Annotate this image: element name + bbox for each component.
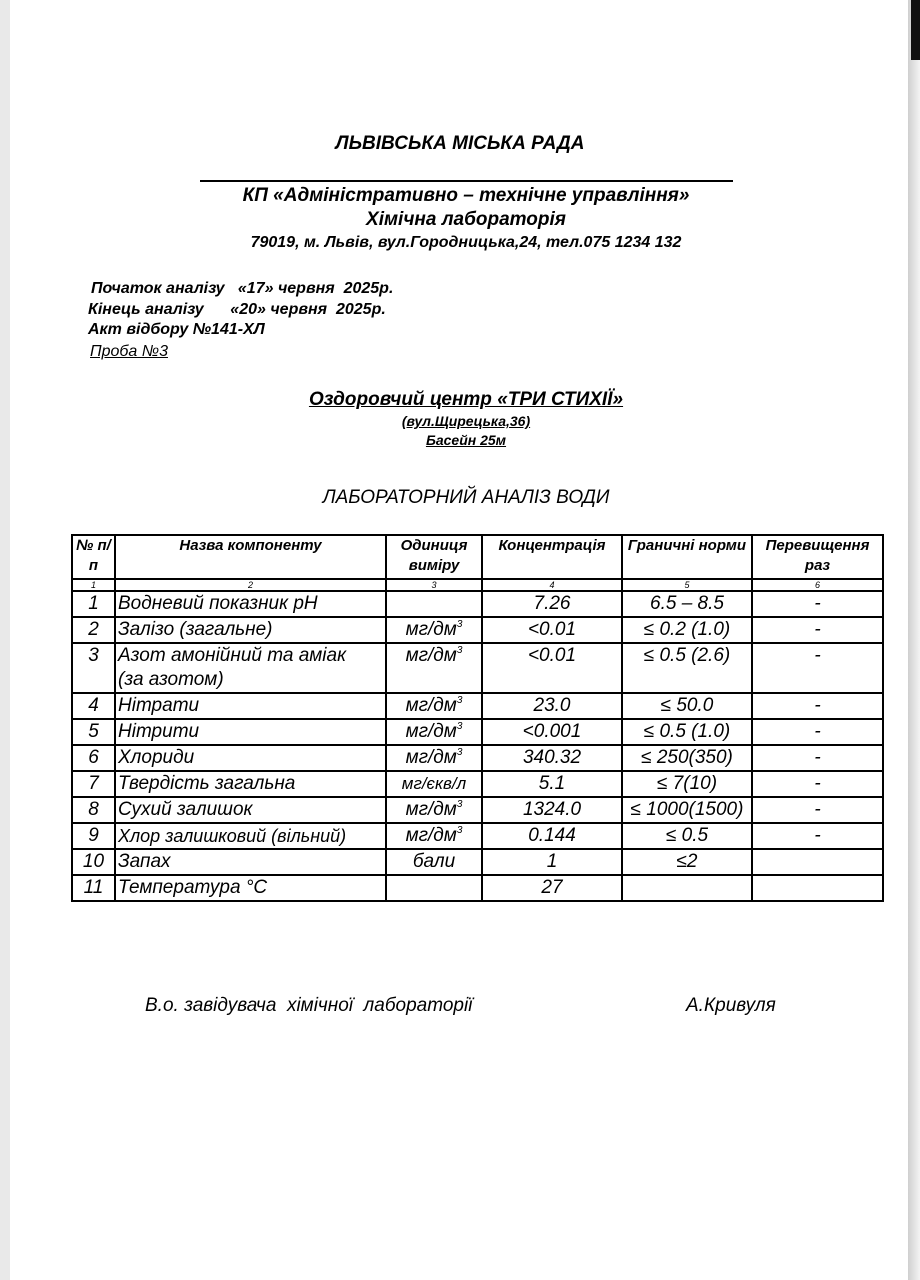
unit-exponent: 3 [456,619,463,630]
component-name: Сухий залишок [115,797,386,823]
norm-cell: ≤ 1000(1500) [622,797,752,823]
unit-cell [386,617,482,643]
unit-text: мг/дм [405,645,457,666]
header-name: Назва компоненту [115,535,386,579]
component-name: Хлор залишковий (вільний) [115,823,386,849]
sample-number: Проба №3 [90,343,168,360]
facility-street: (вул.Щирецька,36) [401,413,531,429]
norm-cell: ≤ 0.5 [622,823,752,849]
table-row [72,771,883,797]
exceedance-cell: - [752,771,883,797]
sampling-act: Акт відбору №141-ХЛ [88,321,265,338]
page-edge-shadow [911,0,920,60]
exceedance-cell: - [752,719,883,745]
unit-text: мг/дм [405,747,457,768]
norm-cell: ≤ 0.2 (1.0) [622,617,752,643]
row-number: 5 [72,719,115,745]
norm-cell [622,875,752,901]
table-row [72,849,883,875]
concentration-cell: 7.26 [482,591,622,617]
table-row [72,693,883,719]
norm-cell: ≤ 0.5 (1.0) [622,719,752,745]
analysis-end: Кінець аналізу «20» червня 2025р. [88,301,386,318]
exceedance-cell: - [752,823,883,849]
unit-exponent: 3 [456,721,463,732]
exceedance-cell: - [752,745,883,771]
table-row [72,823,883,849]
norm-cell: ≤ 50.0 [622,693,752,719]
component-name: Хлориди [115,745,386,771]
concentration-cell: <0.001 [482,719,622,745]
unit-cell [386,719,482,745]
table-row [72,617,883,643]
exceedance-cell [752,849,883,875]
table-row [72,797,883,823]
council-title: ЛЬВІВСЬКА МІСЬКА РАДА [335,133,585,154]
unit-exponent: 3 [456,645,463,656]
concentration-cell: 1 [482,849,622,875]
unit-cell [386,643,482,693]
row-number: 9 [72,823,115,849]
unit-text: мг/дм [405,825,457,846]
facility-name: Оздоровчий центр «ТРИ СТИХІЇ» [308,389,624,410]
unit-text: мг/дм [405,799,457,820]
concentration-cell: 5.1 [482,771,622,797]
row-number: 8 [72,797,115,823]
concentration-cell: <0.01 [482,643,622,693]
organization-name: КП «Адміністративно – технічне управління» [242,185,690,206]
row-number: 6 [72,745,115,771]
component-name: Залізо (загальне) [115,617,386,643]
row-number: 2 [72,617,115,643]
signatory-position: В.о. завідувача хімічної лабораторії [145,995,473,1016]
concentration-cell: <0.01 [482,617,622,643]
component-name: Нітрити [115,719,386,745]
component-name: Водневий показник pH [115,591,386,617]
header-exceedance: Перевищення раз [752,535,883,579]
row-number: 11 [72,875,115,901]
component-name: Запах [115,849,386,875]
table-row [72,591,883,617]
column-number: 2 [115,579,386,591]
unit-cell [386,823,482,849]
row-number: 3 [72,643,115,693]
exceedance-cell [752,875,883,901]
unit-exponent: 3 [456,695,463,706]
component-name: Нітрати [115,693,386,719]
unit-text: мг/дм [405,695,457,716]
row-number: 7 [72,771,115,797]
header-num: № п/п [72,535,115,579]
component-name-line: Азот амонійний та аміак [118,645,347,666]
signatory-name: А.Кривуля [686,995,776,1016]
concentration-cell: 0.144 [482,823,622,849]
table-row [72,875,883,901]
norm-cell: 6.5 – 8.5 [622,591,752,617]
concentration-cell: 340.32 [482,745,622,771]
exceedance-cell: - [752,617,883,643]
unit-exponent: 3 [456,799,463,810]
concentration-cell: 23.0 [482,693,622,719]
results-table [71,534,884,902]
column-number: 6 [752,579,883,591]
table-header-row [72,535,883,579]
report-title: ЛАБОРАТОРНИЙ АНАЛІЗ ВОДИ [322,487,610,508]
component-name: Температура °С [115,875,386,901]
unit-cell [386,591,482,617]
header-divider [200,180,733,182]
table-row [72,719,883,745]
lab-name: Хімічна лабораторія [366,209,566,230]
norm-cell: ≤2 [622,849,752,875]
unit-cell: бали [386,849,482,875]
exceedance-cell: - [752,643,883,693]
column-number-row [72,579,883,591]
column-number: 4 [482,579,622,591]
concentration-cell: 1324.0 [482,797,622,823]
unit-cell [386,797,482,823]
component-name [115,643,386,693]
unit-cell [386,875,482,901]
norm-cell: ≤ 7(10) [622,771,752,797]
component-name: Твердість загальна [115,771,386,797]
unit-cell [386,693,482,719]
concentration-cell: 27 [482,875,622,901]
unit-cell: мг/єкв/л [386,771,482,797]
header-norms: Граничні норми [622,535,752,579]
row-number: 1 [72,591,115,617]
table-row [72,745,883,771]
column-number: 1 [72,579,115,591]
component-name-line: (за азотом) [118,669,224,690]
header-unit: Одиниця виміру [386,535,482,579]
exceedance-cell: - [752,797,883,823]
unit-cell [386,745,482,771]
norm-cell: ≤ 250(350) [622,745,752,771]
exceedance-cell: - [752,591,883,617]
facility-pool: Басейн 25м [425,432,507,448]
column-number: 5 [622,579,752,591]
unit-text: мг/дм [405,721,457,742]
header-concentration: Концентрація [482,535,622,579]
row-number: 10 [72,849,115,875]
column-number: 3 [386,579,482,591]
lab-address: 79019, м. Львів, вул.Городницька,24, тел.075 1234 132 [250,234,682,251]
unit-exponent: 3 [456,825,463,836]
row-number: 4 [72,693,115,719]
unit-exponent: 3 [456,747,463,758]
norm-cell: ≤ 0.5 (2.6) [622,643,752,693]
table-row [72,643,883,693]
analysis-start: Початок аналізу «17» червня 2025р. [91,280,394,297]
unit-text: мг/дм [405,619,457,640]
exceedance-cell: - [752,693,883,719]
